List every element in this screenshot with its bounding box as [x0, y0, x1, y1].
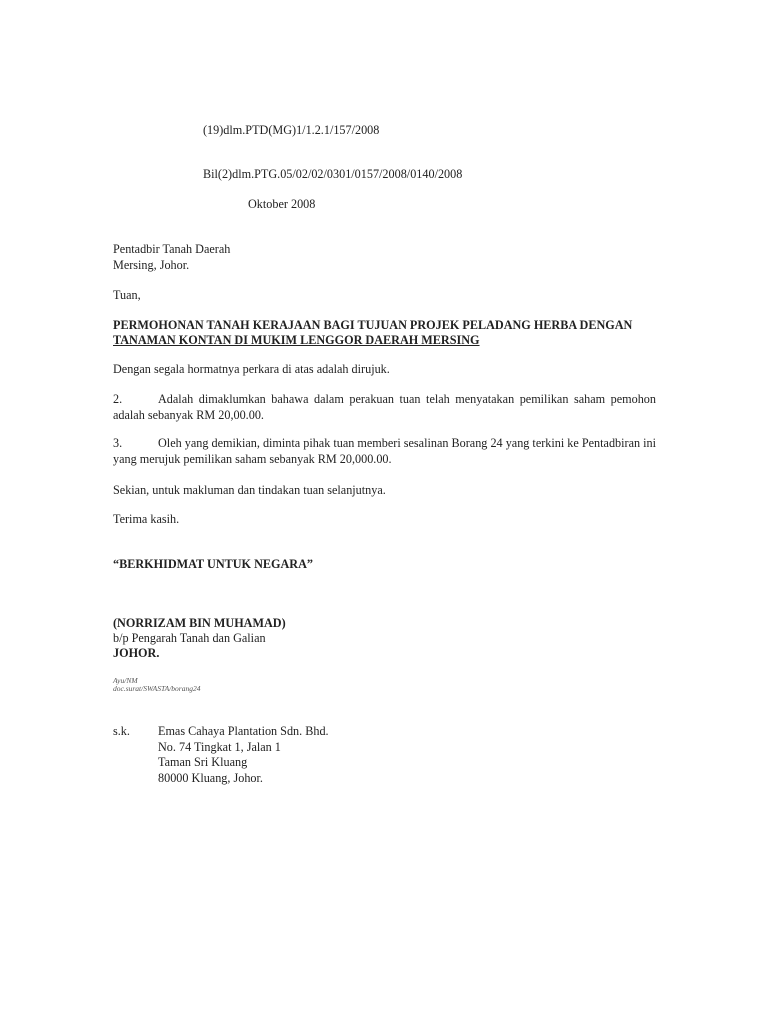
reference-number-1: (19)dlm.PTD(MG)1/1.2.1/157/2008 [203, 123, 380, 137]
motto: “BERKHIDMAT UNTUK NEGARA” [113, 557, 313, 571]
recipient-line-1: Pentadbir Tanah Daerah [113, 242, 231, 256]
cc-address-line: Taman Sri Kluang [158, 755, 248, 769]
cc-label: s.k. [113, 724, 130, 738]
paragraph-2-number: 2. [113, 392, 123, 406]
recipient-line-2: Mersing, Johor. [113, 258, 190, 272]
paragraph-2 [113, 392, 656, 423]
paragraph-3 [113, 436, 656, 467]
opening-sentence: Dengan segala hormatnya perkara di atas adalah dirujuk. [113, 362, 390, 376]
cc-address-line: No. 74 Tingkat 1, Jalan 1 [158, 739, 281, 754]
subject-line-2: TANAMAN KONTAN DI MUKIM LENGGOR DAERAH MERSING [113, 333, 480, 347]
closing-sentence: Sekian, untuk makluman dan tindakan tuan selanjutnya. [113, 483, 386, 497]
file-reference-line-1: Ayu/NM [113, 676, 138, 685]
subject-line-1: PERMOHONAN TANAH KERAJAAN BAGI TUJUAN PROJEK PELADANG HERBA DENGAN [113, 318, 633, 332]
paragraph-3-number: 3. [113, 436, 123, 450]
letter-date: Oktober 2008 [248, 197, 316, 211]
paragraph-2-text: Adalah dimaklumkan bahawa dalam perakuan tuan telah menyatakan pemilikan saham pemohon adalah sebanyak RM 20,00.00. [113, 392, 656, 422]
signatory-name: (NORRIZAM BIN MUHAMAD) [113, 616, 286, 630]
file-reference-line-2: doc.surat/SWASTA/borang24 [113, 684, 201, 693]
signatory-state: JOHOR. [113, 646, 160, 660]
cc-address-line: 80000 Kluang, Johor. [158, 770, 263, 785]
cc-address [158, 724, 329, 786]
signatory-title: b/p Pengarah Tanah dan Galian [113, 631, 266, 645]
salutation: Tuan, [113, 288, 141, 302]
cc-address-line: Emas Cahaya Plantation Sdn. Bhd. [158, 724, 329, 738]
thanks: Terima kasih. [113, 512, 180, 526]
reference-number-2: Bil(2)dlm.PTG.05/02/02/0301/0157/2008/0140/2008 [203, 167, 463, 181]
paragraph-3-text: Oleh yang demikian, diminta pihak tuan memberi sesalinan Borang 24 yang terkini ke Pentadbiran ini yang merujuk pemilikan saham sebanyak RM 20,000.00. [113, 436, 656, 466]
